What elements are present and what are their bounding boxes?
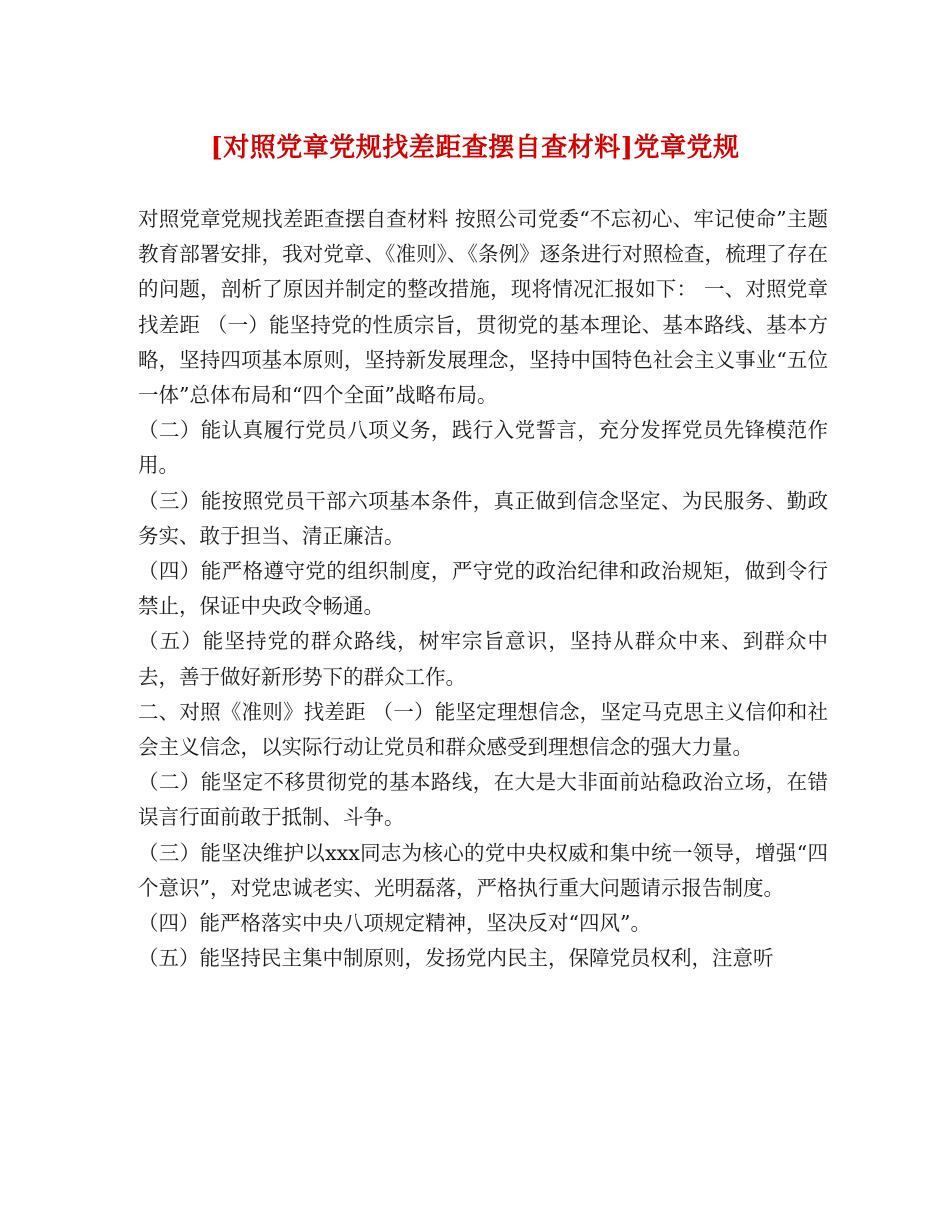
paragraph: （二）能认真履行党员八项义务，践行入党誓言，充分发挥党员先锋模范作用。 xyxy=(138,418,828,478)
paragraph: 对照党章党规找差距查摆自查材料 按照公司党委“不忘初心、牢记使命”主题教育部署安排，我对党章、《准则》、《条例》逐条进行对照检查，梳理了存在的问题，剖析了原因并制定的整改措施，现将情况汇报如下： 一、对照党章找差距 （一）能坚持党的性质宗旨，贯彻党的基本理论、基本路线、基本方略，坚持四项基本原则，坚持新发展理念，坚持中国特色社会主义事业“五位一体”总体布局和“四个全面”战略布局。 xyxy=(138,207,828,408)
document-body xyxy=(138,202,828,976)
paragraph: （四）能严格遵守党的组织制度，严守党的政治纪律和政治规矩，做到令行禁止，保证中央政令畅通。 xyxy=(138,559,828,619)
paragraph: （三）能按照党员干部六项基本条件，真正做到信念坚定、为民服务、勤政务实、敢于担当、清正廉洁。 xyxy=(138,488,828,548)
paragraph: （三）能坚决维护以xxx同志为核心的党中央权威和集中统一领导，增强“四个意识”，对党忠诚老实、光明磊落，严格执行重大问题请示报告制度。 xyxy=(138,840,828,900)
paragraph: （五）能坚持民主集中制原则，发扬党内民主，保障党员权利，注意听 xyxy=(138,946,774,971)
paragraph: （二）能坚定不移贯彻党的基本路线，在大是大非面前站稳政治立场，在错误言行面前敢于抵制、斗争。 xyxy=(138,770,828,830)
paragraph: （四）能严格落实中央八项规定精神，坚决反对“四风”。 xyxy=(138,911,651,936)
paragraph: （五）能坚持党的群众路线，树牢宗旨意识，坚持从群众中来、到群众中去，善于做好新形势下的群众工作。 xyxy=(138,629,828,689)
paragraph: 二、对照《准则》找差距 （一）能坚定理想信念，坚定马克思主义信仰和社会主义信念，以实际行动让党员和群众感受到理想信念的强大力量。 xyxy=(138,699,828,760)
document-title: [对照党章党规找差距查摆自查材料]党章党规 xyxy=(210,133,740,163)
